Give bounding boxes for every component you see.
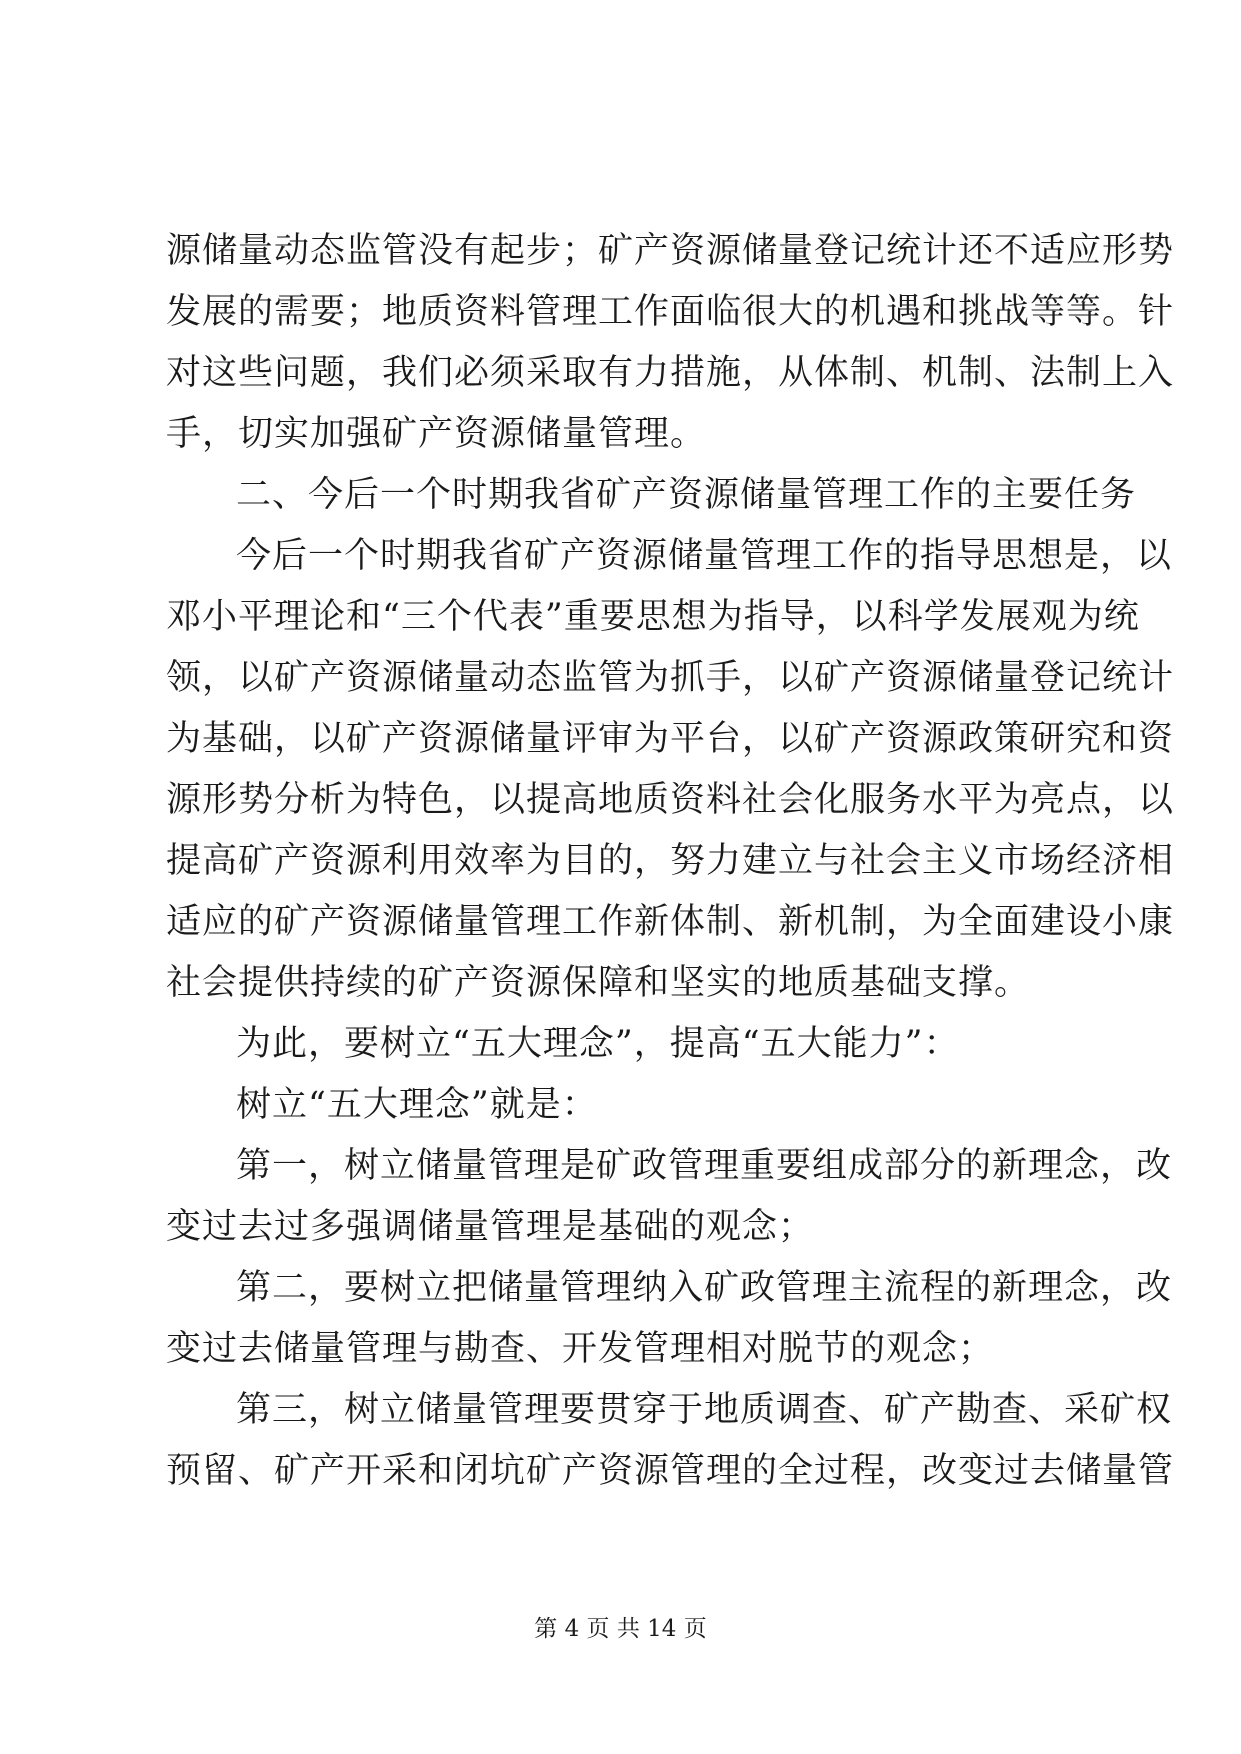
text-line: 第一，树立储量管理是矿政管理重要组成部分的新理念，改	[236, 1146, 1173, 1186]
text-line: 今后一个时期我省矿产资源储量管理工作的指导思想是，以	[236, 536, 1173, 576]
text-line: 适应的矿产资源储量管理工作新体制、新机制，为全面建设小康	[166, 902, 1175, 942]
text-line: 变过去储量管理与勘查、开发管理相对脱节的观念；	[166, 1329, 995, 1369]
document-body	[166, 221, 1175, 1502]
text-line: 社会提供持续的矿产资源保障和坚实的地质基础支撑。	[166, 963, 1031, 1003]
text-line: 邓小平理论和“三个代表”重要思想为指导，以科学发展观为统	[166, 597, 1140, 637]
text-line: 发展的需要；地质资料管理工作面临很大的机遇和挑战等等。针	[166, 292, 1175, 332]
text-line: 领，以矿产资源储量动态监管为抓手，以矿产资源储量登记统计	[166, 658, 1175, 698]
text-line: 为此，要树立“五大理念”，提高“五大能力”：	[236, 1024, 960, 1064]
text-line: 第二，要树立把储量管理纳入矿政管理主流程的新理念，改	[236, 1268, 1173, 1308]
page-footer: 第 4 页 共 14 页	[534, 1616, 707, 1642]
text-line: 为基础，以矿产资源储量评审为平台，以矿产资源政策研究和资	[166, 719, 1175, 759]
text-line: 二、今后一个时期我省矿产资源储量管理工作的主要任务	[236, 475, 1137, 515]
text-line: 对这些问题，我们必须采取有力措施，从体制、机制、法制上入	[166, 353, 1175, 393]
text-line: 预留、矿产开采和闭坑矿产资源管理的全过程，改变过去储量管	[166, 1451, 1175, 1491]
text-line: 第三，树立储量管理要贯穿于地质调查、矿产勘查、采矿权	[236, 1390, 1173, 1430]
text-line: 提高矿产资源利用效率为目的，努力建立与社会主义市场经济相	[166, 841, 1175, 881]
text-line: 手，切实加强矿产资源储量管理。	[166, 414, 707, 454]
text-line: 源储量动态监管没有起步；矿产资源储量登记统计还不适应形势	[166, 231, 1175, 271]
text-line: 源形势分析为特色，以提高地质资料社会化服务水平为亮点，以	[166, 780, 1175, 820]
text-line: 树立“五大理念”就是：	[236, 1085, 598, 1125]
text-line: 变过去过多强调储量管理是基础的观念；	[166, 1207, 815, 1247]
